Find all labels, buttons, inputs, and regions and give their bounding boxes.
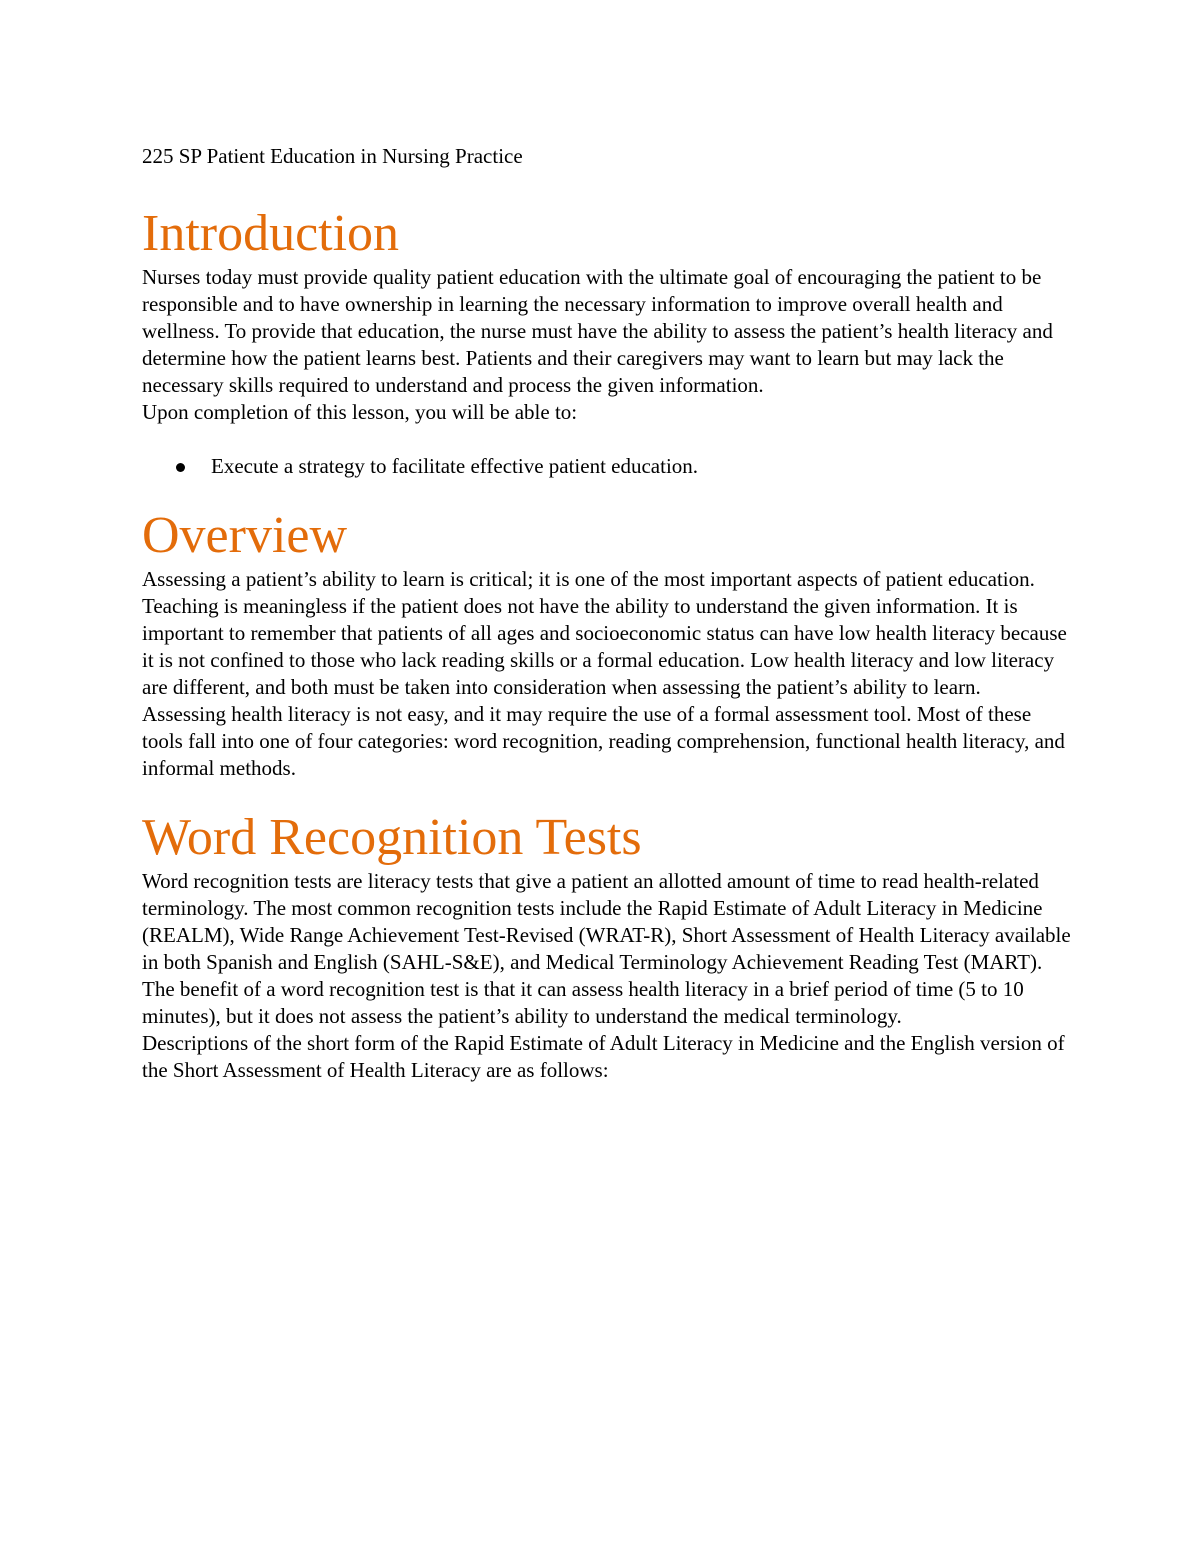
section-heading-overview: Overview (142, 507, 348, 564)
objectives-lead-in: Upon completion of this lesson, you will be able to: (142, 400, 578, 424)
objective-item (142, 453, 1072, 480)
document-page (142, 138, 1072, 1084)
introduction-paragraph: Nurses today must provide quality patient education with the ultimate goal of encouraging the patient to be responsible and to have ownership in learning the necessary information to improve overall health and wellness. To provide that education, the nurse must have the ability to assess the patient’s health literacy and determine how the patient learns best. Patients and their caregivers may want to learn but may lack the necessary skills required to understand and process the given information. (142, 265, 1053, 397)
overview-paragraph: Assessing a patient’s ability to learn is critical; it is one of the most important aspects of patient education. Teaching is meaningless if the patient does not have the ability to understand the given information. It is important to remember that patients of all ages and socioeconomic status can have low health literacy because it is not confined to those who lack reading skills or a formal education. Low health literacy and low literacy are different, and both must be taken into consideration when assessing the patient’s ability to learn. (142, 567, 1067, 699)
section-heading-word-recognition-tests: Word Recognition Tests (142, 809, 642, 866)
objective-text: Execute a strategy to facilitate effective patient education. (211, 454, 699, 478)
course-title: 225 SP Patient Education in Nursing Practice (142, 144, 523, 168)
bullet-icon (176, 463, 185, 472)
section-heading-introduction: Introduction (142, 205, 400, 262)
word-recognition-paragraph: Descriptions of the short form of the Rapid Estimate of Adult Literacy in Medicine and the English version of the Short Assessment of Health Literacy are as follows: (142, 1031, 1065, 1082)
word-recognition-paragraph: Word recognition tests are literacy tests that give a patient an allotted amount of time to read health-related terminology. The most common recognition tests include the Rapid Estimate of Adult Literacy in Medicine (REALM), Wide Range Achievement Test-Revised (WRAT-R), Short Assessment of Health Literacy available in both Spanish and English (SAHL-S&E), and Medical Terminology Achievement Reading Test (MART). The benefit of a word recognition test is that it can assess health literacy in a brief period of time (5 to 10 minutes), but it does not assess the patient’s ability to understand the medical terminology. (142, 869, 1071, 1028)
objectives-list (142, 453, 1072, 480)
overview-paragraph: Assessing health literacy is not easy, and it may require the use of a formal assessment tool. Most of these tools fall into one of four categories: word recognition, reading comprehension, functional health literacy, and informal methods. (142, 702, 1065, 780)
